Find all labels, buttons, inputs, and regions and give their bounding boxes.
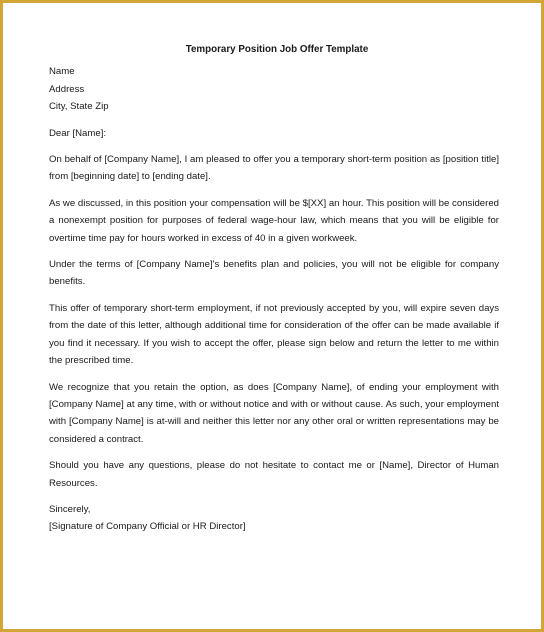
signature-line: [Signature of Company Official or HR Director] [49,521,246,533]
paragraph-questions: Should you have any questions, please do not hesitate to contact me or [Name], Director of Human Resources. [49,460,499,489]
document-title: Temporary Position Job Offer Template [185,44,369,55]
address-name: Name [49,66,75,78]
paragraph-offer: On behalf of [Company Name], I am pleased to offer you a temporary short-term position as [position title] from [beginning date] to [ending date]. [49,154,499,183]
address-block [49,63,499,115]
paragraph-benefits: Under the terms of [Company Name]'s benefits plan and policies, you will not be eligible for company benefits. [49,259,499,288]
paragraph-expiration: This offer of temporary short-term employment, if not previously accepted by you, will expire seven days from the date of this letter, although additional time for consideration of the offer can be made available if you find it necessary. If you wish to accept the offer, please sign below and return the letter to me within the prescribed time. [49,302,499,367]
closing: Sincerely, [49,503,91,515]
paragraph-compensation: As we discussed, in this position your compensation will be $[XX] an hour. This position will be considered a nonexempt position for purposes of federal wage-hour law, which means that you will be eligible for overtime time pay for hours worked in excess of 40 in a given workweek. [49,197,499,244]
letter-page [49,41,499,536]
address-city-state-zip: City, State Zip [49,101,109,113]
address-street: Address [49,83,85,95]
paragraph-at-will: We recognize that you retain the option, as does [Company Name], of ending your employment with [Company Name] at any time, with or without notice and with or without cause. As such, your employment with [Company Name] is at-will and neither this letter nor any other oral or written representations may be considered a contract. [49,381,499,445]
salutation: Dear [Name]: [49,127,107,139]
